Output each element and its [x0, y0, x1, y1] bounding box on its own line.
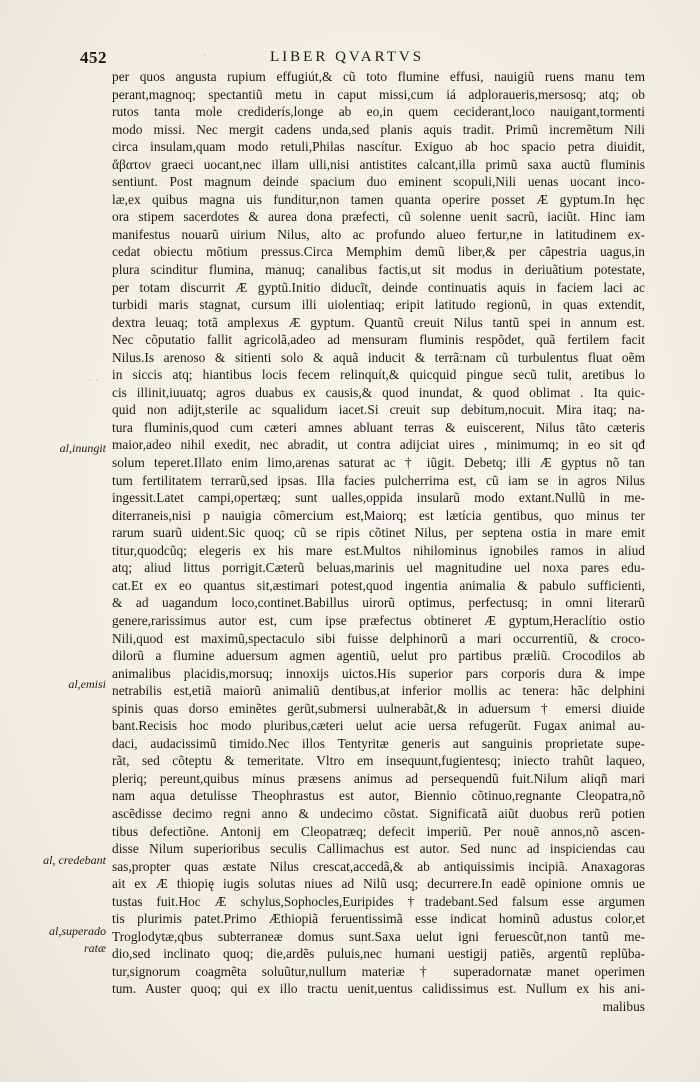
- text-line: plura scinditur flumina, manuq; canalibus factis,ut sit modus in deriuãtium potestate,: [112, 262, 645, 278]
- text-line: rutos tanta mole crediderís,longe ab eo,in quem ceciderant,loco nauigant,tormenti: [112, 104, 645, 120]
- text-line: modo missi. Nec mergit cadens unda,sed planis aquis tradit. Primũ incremẽtum Nili: [112, 121, 645, 137]
- text-line: cedat obiectu mõtium pressus.Circa Memphim demũ liber,& per cãpestria uagus,in: [112, 244, 645, 260]
- running-head: LIBER QVARTVS: [270, 49, 425, 65]
- text-line: rarum suarũ uident.Sic quoq; cũ se ripis cõtinet Nilus, per septena ostia in mare emit: [112, 525, 645, 541]
- text-line: tibus defectiõne. Antonij em Cleopatræq; defecit imperiũ. Per nouẽ annos,nõ ascen-: [112, 823, 645, 839]
- text-line: diterraneis,nisi p nauigia cõmercium est,Maiorq; est lætícia gentibus, quo minus ter: [112, 507, 645, 523]
- text-line: solum teperet.Illato enim limo,arenas saturat ac † iũgit. Debetq; illi Æ gyptus nõ tan: [112, 455, 645, 471]
- text-line: disse Nilum superioribus seculis Callimachus est autor. Sed nunc ad inspiciendas cau: [112, 841, 645, 857]
- text-line: nam aqua detulisse Theophrastus est autor, Biennio cõtinuo,regnante Cleopatra,nõ: [112, 788, 645, 804]
- text-line: tustas fuit.Hoc Æ schylus,Sophocles,Euripides †tradebant.Sed falsum esse argumen: [112, 893, 645, 909]
- text-line: rãt, sed cõteptu & temeritate. Vltro em insequunt,fugientesq; iniecto trahũt laqueo,: [112, 753, 645, 769]
- text-line: per totam discurrit Æ gyptũ.Initio diducĩt, deinde continuatis aquis in faciem laci ac: [112, 279, 645, 295]
- text-line: & ad uagandum loco,continet.Babillus uirorũ optimus, perfectusq; in omni literarũ: [112, 595, 645, 611]
- text-line: cat.Et ex eo quantus sit,æstimari potest,quod ingentia animalia & pabulo sufficienti,: [112, 577, 645, 593]
- faint-bleed-mark: ·: [203, 48, 207, 62]
- text-line: ait ex Æ thiopię iugis solutas niues ad Nilũ usq; decurrere.In eadẽ opinione omnis ue: [112, 876, 645, 892]
- text-line: daci, audacissimũ timido.Nec illos Tentyritæ generis aut sanguinis proprietate supe-: [112, 735, 645, 751]
- text-line: perant,magnoq; spectantiũ metu in caput missi,cum iá adploraueris,mersosq; atq; ob: [112, 86, 645, 102]
- text-line: dilorũ a flumine aduersum agmen agentiũ, uelut pro partibus præliũ. Crocodilos ab: [112, 648, 645, 664]
- margin-note: al,emisi: [68, 677, 106, 691]
- faint-bleed-mark: · ·: [88, 373, 99, 387]
- margin-note: al,superado: [49, 924, 106, 938]
- text-line: Nilus.Is arenoso & sitienti solo & aquã inducit & terrã:nam cũ turbulentus fluat oẽm: [112, 349, 645, 365]
- text-line: spinis quas dorso eminẽtes gerũt,submersi uulnerabãt,& in aduersum † emersi diuide: [112, 700, 645, 716]
- text-line: malibus: [602, 998, 645, 1014]
- text-line: læ,ex quibus magna uis funditur,non tamen quanta operire posset Æ gyptum.In hęc: [112, 191, 645, 207]
- text-line: tura fluminis,quod cum cæteri amnes abluant terras & euiscerent, Nilus tãto cæteris: [112, 419, 645, 435]
- text-line: dio,sed inclinato quoq; die,ardẽs puluis,nec humani uestigij patiẽs, argentũ replũba-: [112, 946, 645, 962]
- text-line: turbidi maris stagnat, cursum illi uiolentiaq; eripit latitudo regionũ, in quas extendit,: [112, 297, 645, 313]
- text-line: per quos angusta rupium effugiút,& cũ toto flumine effusi, nauigiũ ruens manu tem: [112, 69, 645, 84]
- text-line: genere,rarissimus autor est, cum ipse præfectus obtineret Æ gyptum,Heraclítio ostio: [112, 612, 645, 628]
- margin-note: ratæ: [83, 941, 106, 955]
- text-line: quid non adijt,sterile ac squalidum iacet.Si creuit sup debitum,nocuit. Mira itaq; na-: [112, 402, 645, 418]
- text-line: cis illinit,iuuatq; agros duabus ex causis,& quod inundat, & quod oblimat . Ita quic-: [112, 384, 645, 400]
- text-line: ora stipem sacerdotes & aurea dona præfecti, cũ solenne uenit sacrũ, iaciũt. Hinc iam: [112, 209, 645, 225]
- text-line: atq; aliud littus porrigit.Cæterũ beluas,marinis uel magnitudine uel noxa pares edu-: [112, 560, 645, 576]
- text-line: animalibus placidis,morsuq; innoxijs uictos.His superior pars corporis dura & impe: [112, 665, 645, 681]
- text-line: Troglodytæ,qbus subterraneæ domus sunt.Saxa uelut igni feruescũt,non tantũ me-: [112, 928, 645, 944]
- text-line: netrabilis est,etiã maiorũ animaliũ dentibus,at inferior mollis ac tenera: hãc delphini: [112, 683, 645, 699]
- text-line: sas,propter quas æstate Nilus crescat,accedã,& ab antiquissimis incipiã. Anaxagoras: [112, 858, 645, 874]
- text-line: pleriq; pereunt,quibus minus præsens animus ad persequendũ fuit.Nilum aliqñ mari: [112, 770, 645, 786]
- text-line: ascẽdisse decimo regni anno & undecimo cõstat. Significatã aiũt duobus rerũ potien: [112, 805, 645, 821]
- text-line: manifestus nouarũ uirium Nilus, alto ac profundo alueo fertur,ne in latitudinem ex-: [112, 226, 645, 242]
- text-line: circa insulam,quam modo retuli,Philas nascítur. Exiguo ab hoc spacio petra diuidit,: [112, 139, 645, 155]
- page-number: 452: [80, 48, 107, 67]
- text-line: Nili,quod est maximũ,spectaculo sibi fuisse delphinorũ a mari occurrentiũ, & croco-: [112, 630, 645, 646]
- text-line: dextra leuaq; totã amplexus Æ gyptum. Quantũ creuit Nilus tantũ spei in annum est.: [112, 314, 645, 330]
- text-line: ἄβατον graeci uocant,nec illam ulli,nisi antistites calcant,illa primũ saxa auctũ fluminis: [112, 156, 645, 172]
- body-text: [112, 68, 645, 1016]
- text-line: sentiunt. Post magnum deinde spacium duo eminent scopuli,Nili uenas uocant inco-: [112, 174, 645, 190]
- text-line: tum fertilitatem terrarũ,sed ipsas. Illa facies pulcherrima est, cũ iam se in agros Nilus: [112, 472, 645, 488]
- text-line: maior,adeo nihil exedit, nec abradit, ut contra adijciat uires , minimumq; in eo sit qđ: [112, 437, 645, 453]
- text-line: Nec cõputatio fallit agricolã,adeo ad mensuram fluminis respõdet, quã fertilem facit: [112, 332, 645, 348]
- text-line: tum. Auster quoq; qui ex illo tractu uenit,uentus calidissimus est. Nullum ex his ani-: [112, 981, 645, 997]
- margin-note: al,inungit: [59, 441, 106, 455]
- text-line: tis plurimis patet.Primo Æthiopiã feruentissimã esse indicat hominũ adustus color,et: [112, 911, 645, 927]
- margin-note: al, credebant: [43, 853, 106, 867]
- text-line: ingessit.Latet campi,opertæq; sunt ualles,oppida insularũ modo extant.Nullũ in me-: [112, 490, 645, 506]
- text-line: tur,signorum coagmẽta soluũtur,nullum materiæ † superadornatæ manet operimen: [112, 963, 645, 979]
- text-line: in siccis atq; hiantibus locis fecem relinquít,& quicquid pingue secũ tulit, aretibus lo: [112, 367, 645, 383]
- text-line: titur,quodcũq; elegeris ex his mare est.Multos nihilominus ignobiles ramos in aliud: [112, 542, 645, 558]
- text-line: bant.Recisis hoc modo pluribus,cæteri uelut acie uersa refugerũt. Fugax animal au-: [112, 718, 645, 734]
